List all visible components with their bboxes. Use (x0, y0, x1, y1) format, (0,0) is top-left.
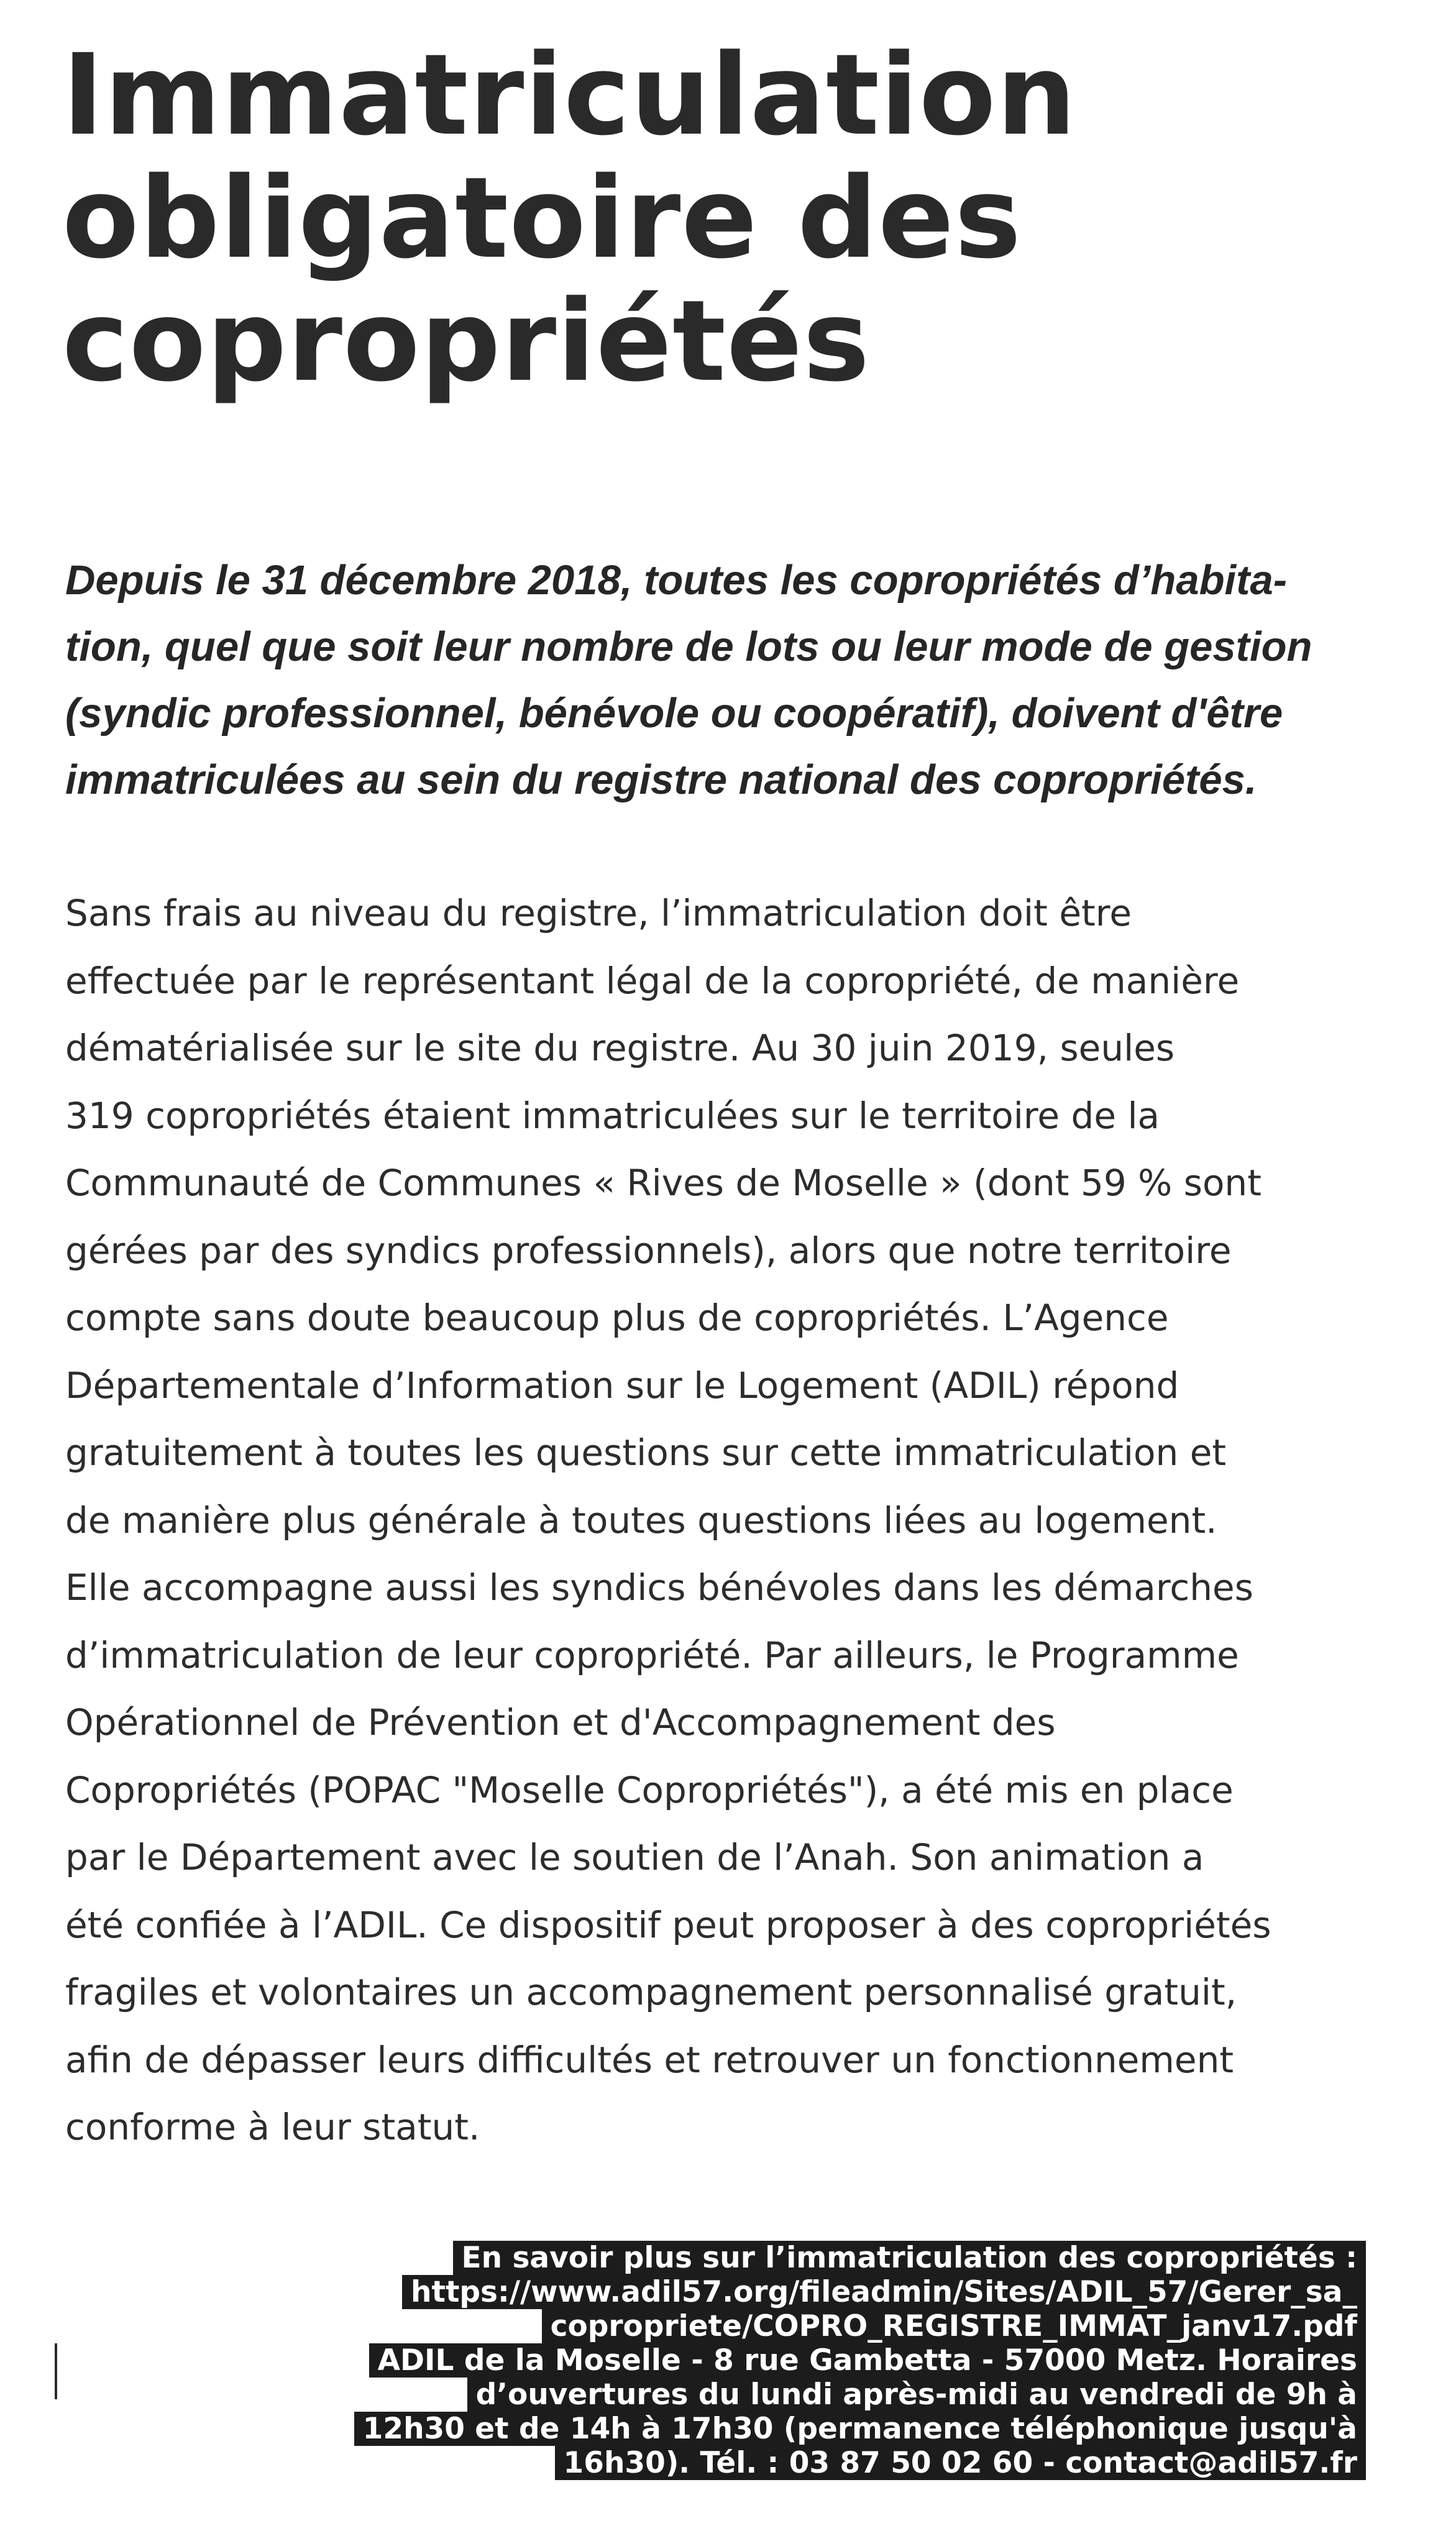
body-line: par le Département avec le soutien de l’Anah. Son animation a (65, 1836, 1204, 1878)
info-line (354, 2343, 1366, 2378)
info-line (354, 2241, 1366, 2275)
lead-line: Depuis le 31 décembre 2018, toutes les copropriétés d’habita- (65, 557, 1288, 604)
info-box (354, 2241, 1366, 2480)
info-link[interactable]: copropriete/COPRO_REGISTRE_IMMAT_janv17.pdf (542, 2309, 1366, 2343)
body-line: été confiée à l’ADIL. Ce dispositif peut proposer à des copropriétés (65, 1903, 1271, 1946)
body-line: d’immatriculation de leur copropriété. Par ailleurs, le Programme (65, 1634, 1239, 1676)
title-line: Immatriculation (62, 30, 1077, 160)
lead-line: tion, quel que soit leur nombre de lots ou leur mode de gestion (65, 623, 1312, 670)
info-text: En savoir plus sur l’immatriculation des copropriétés : (453, 2241, 1366, 2275)
lead-line: (syndic professionnel, bénévole ou coopératif), doivent d'être (65, 690, 1283, 737)
body-line: dématérialisée sur le site du registre. Au 30 juin 2019, seules (65, 1027, 1175, 1069)
info-contact[interactable]: 16h30). Tél. : 03 87 50 02 60 - contact@adil57.fr (555, 2446, 1366, 2480)
info-line (354, 2412, 1366, 2446)
body-line: Départementale d’Information sur le Logement (ADIL) répond (65, 1364, 1179, 1407)
article-title (62, 30, 1367, 407)
body-line: de manière plus générale à toutes questions liées au logement. (65, 1499, 1217, 1542)
info-link[interactable]: https://www.adil57.org/fileadmin/Sites/ADIL_57/Gerer_sa_ (402, 2275, 1366, 2309)
scan-margin-mark (55, 2343, 57, 2399)
body-line: afin de dépasser leurs difficultés et retrouver un fonctionnement (65, 2038, 1234, 2081)
lead-line: immatriculées au sein du registre national des copropriétés. (65, 756, 1257, 803)
body-line: conforme à leur statut. (65, 2106, 480, 2148)
body-line: compte sans doute beaucoup plus de copropriétés. L’Agence (65, 1297, 1169, 1339)
body-line: gérées par des syndics professionnels), alors que notre territoire (65, 1229, 1232, 1272)
body-line: Sans frais au niveau du registre, l’immatriculation doit être (65, 892, 1132, 934)
article-body (65, 880, 1389, 2161)
info-text: 12h30 et de 14h à 17h30 (permanence téléphonique jusqu'à (354, 2412, 1366, 2446)
info-contact-line (354, 2446, 1366, 2480)
info-link-line (354, 2309, 1366, 2343)
info-link-line (354, 2275, 1366, 2309)
body-line: fragiles et volontaires un accompagnement personnalisé gratuit, (65, 1971, 1237, 2013)
info-text: d’ouvertures du lundi après-midi au vendredi de 9h à (467, 2378, 1366, 2412)
info-line (354, 2378, 1366, 2412)
article-lead (65, 547, 1389, 813)
body-line: 319 copropriétés étaient immatriculées sur le territoire de la (65, 1094, 1160, 1137)
body-line: Opérationnel de Prévention et d'Accompagnement des (65, 1701, 1056, 1744)
body-line: Communauté de Communes « Rives de Moselle » (dont 59 % sont (65, 1162, 1261, 1204)
body-line: gratuitement à toutes les questions sur cette immatriculation et (65, 1431, 1227, 1474)
body-line: Copropriétés (POPAC "Moselle Copropriétés"), a été mis en place (65, 1768, 1234, 1811)
title-line: obligatoire des (62, 154, 1022, 283)
title-line: copropriétés (62, 277, 871, 407)
body-line: Elle accompagne aussi les syndics bénévoles dans les démarches (65, 1566, 1253, 1609)
info-text: ADIL de la Moselle - 8 rue Gambetta - 57000 Metz. Horaires (369, 2343, 1366, 2378)
body-line: effectuée par le représentant légal de la copropriété, de manière (65, 959, 1240, 1002)
